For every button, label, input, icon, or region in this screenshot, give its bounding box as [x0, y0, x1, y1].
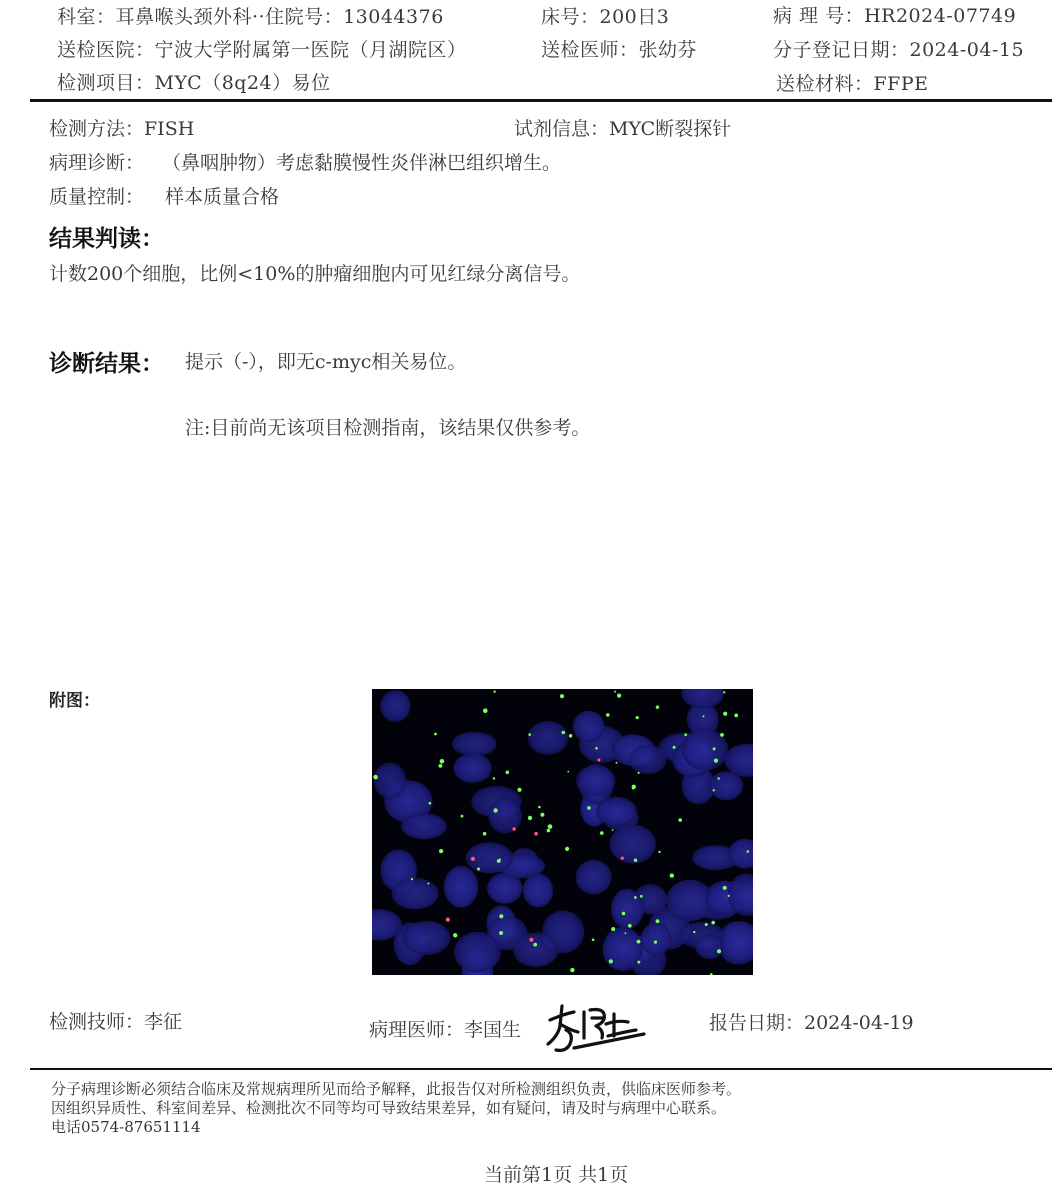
cell-nucleus — [401, 813, 447, 839]
green-probe-signal — [747, 850, 750, 853]
pathologist: 病理医师：李国生 — [369, 1019, 522, 1041]
quality-control-label: 质量控制： — [49, 186, 145, 208]
result-text: 计数200个细胞，比例<10%的肿瘤细胞内可见红绿分离信号。 — [49, 263, 581, 285]
green-probe-signal — [670, 873, 674, 877]
disclaimer-line-2: 因组织异质性、科室间差异、检测批次不同等均可导致结果差异，如有疑问，请及时与病理中心联系。 — [51, 1099, 727, 1117]
green-probe-signal — [493, 777, 495, 779]
red-probe-signal — [529, 938, 533, 942]
detection-method: 检测方法：FISH — [49, 118, 195, 140]
test-item: 检测项目：MYC（8q24）易位 — [57, 72, 331, 94]
pathology-diagnosis: （鼻咽肿物）考虑黏膜慢性炎伴淋巴组织增生。 — [162, 152, 562, 174]
green-probe-signal — [592, 939, 595, 942]
green-probe-signal — [528, 816, 532, 820]
green-probe-signal — [547, 829, 551, 833]
bed-no: 床号：200日3 — [541, 6, 670, 28]
green-probe-signal — [440, 759, 445, 764]
cell-nucleus — [392, 878, 439, 909]
dept-and-admission-no: 科室：耳鼻喉头颈外科··住院号：13044376 — [57, 6, 444, 28]
green-probe-signal — [373, 775, 378, 780]
sending-hospital: 送检医院：宁波大学附属第一医院（月湖院区） — [57, 39, 467, 61]
green-probe-signal — [567, 771, 569, 773]
green-probe-signal — [622, 912, 626, 916]
green-probe-signal — [606, 713, 610, 717]
green-probe-signal — [600, 831, 604, 835]
cell-nucleus — [523, 874, 553, 908]
green-probe-signal — [654, 941, 657, 944]
red-probe-signal — [446, 918, 450, 922]
green-probe-signal — [595, 747, 598, 750]
green-probe-signal — [636, 716, 639, 719]
green-probe-signal — [493, 691, 495, 693]
red-probe-signal — [534, 832, 538, 836]
green-probe-signal — [634, 896, 637, 899]
cell-nucleus — [380, 690, 410, 722]
green-probe-signal — [483, 708, 488, 713]
green-probe-signal — [628, 924, 632, 928]
cell-nucleus — [629, 745, 667, 774]
green-probe-signal — [611, 927, 615, 931]
green-probe-signal — [528, 733, 531, 736]
technician: 检测技师：李征 — [49, 1011, 183, 1033]
cell-nucleus — [641, 923, 672, 956]
green-probe-signal — [678, 818, 682, 822]
green-probe-signal — [717, 949, 721, 953]
cell-nucleus — [611, 889, 644, 930]
green-probe-signal — [411, 878, 413, 880]
cell-nucleus — [610, 825, 656, 864]
green-probe-signal — [625, 932, 627, 934]
cell-nucleus — [681, 689, 724, 708]
reagent-info: 试剂信息：MYC断裂探针 — [514, 118, 732, 140]
green-probe-signal — [718, 777, 720, 779]
green-probe-signal — [609, 959, 613, 963]
green-probe-signal — [461, 815, 464, 818]
cell-nucleus — [573, 711, 605, 742]
green-probe-signal — [728, 895, 730, 897]
cell-nucleus — [403, 921, 451, 955]
cell-nucleus — [374, 763, 406, 799]
green-probe-signal — [705, 923, 708, 926]
green-probe-signal — [499, 858, 501, 860]
green-probe-signal — [710, 973, 713, 975]
specimen-material: 送检材料：FFPE — [776, 73, 929, 95]
cell-nucleus — [488, 798, 522, 833]
footer-divider — [30, 1068, 1052, 1070]
green-probe-signal — [569, 734, 573, 738]
green-probe-signal — [477, 868, 480, 871]
cell-nucleus — [603, 927, 643, 971]
green-probe-signal — [565, 847, 569, 851]
header-divider — [30, 99, 1052, 102]
green-probe-signal — [656, 919, 660, 923]
cell-nucleus — [576, 860, 612, 895]
guideline-note: 注:目前尚无该项目检测指南，该结果仅供参考。 — [185, 417, 591, 439]
green-probe-signal — [517, 788, 521, 792]
green-probe-signal — [587, 806, 591, 810]
green-probe-signal — [723, 691, 725, 693]
registration-date: 分子登记日期：2024-04-15 — [773, 39, 1025, 61]
green-probe-signal — [427, 883, 429, 885]
pathology-no: 病 理 号：HR2024-07749 — [773, 5, 1017, 27]
green-probe-signal — [493, 808, 497, 812]
fish-microscopy-image — [372, 689, 753, 975]
cell-nucleus — [576, 765, 615, 796]
green-probe-signal — [658, 851, 660, 853]
green-probe-signal — [560, 694, 564, 698]
green-probe-signal — [533, 943, 537, 947]
cell-nucleus — [528, 721, 568, 755]
green-probe-signal — [499, 931, 503, 935]
diagnosis-result-heading: 诊断结果： — [49, 351, 164, 377]
green-probe-signal — [616, 762, 618, 764]
green-probe-signal — [429, 802, 432, 805]
cell-nucleus — [596, 797, 637, 826]
green-probe-signal — [684, 733, 687, 736]
sending-doctor: 送检医师：张幼芬 — [541, 39, 698, 61]
green-probe-signal — [723, 886, 727, 890]
cell-nucleus — [453, 753, 491, 782]
red-probe-signal — [471, 857, 475, 861]
green-probe-signal — [713, 747, 716, 750]
cell-nucleus — [709, 771, 743, 800]
cell-nucleus — [513, 932, 559, 967]
result-heading: 结果判读： — [49, 226, 164, 252]
green-probe-signal — [638, 772, 640, 774]
green-probe-signal — [570, 968, 574, 972]
green-probe-signal — [540, 813, 544, 817]
pathology-diagnosis-label: 病理诊断： — [49, 152, 145, 174]
green-probe-signal — [656, 706, 659, 709]
green-probe-signal — [453, 933, 457, 937]
fish-signal-canvas — [372, 689, 753, 975]
green-probe-signal — [506, 771, 510, 775]
green-probe-signal — [548, 824, 553, 829]
diagnosis-result-text: 提示（-），即无c-myc相关易位。 — [185, 351, 467, 373]
green-probe-signal — [714, 759, 718, 763]
green-probe-signal — [434, 733, 437, 736]
green-probe-signal — [538, 806, 541, 809]
green-probe-signal — [562, 731, 565, 734]
report-date: 报告日期：2024-04-19 — [709, 1012, 914, 1034]
green-probe-signal — [673, 746, 676, 749]
green-probe-signal — [499, 914, 503, 918]
green-probe-signal — [483, 832, 487, 836]
cell-nucleus — [444, 866, 478, 908]
green-probe-signal — [640, 895, 643, 898]
page-indicator: 当前第1页 共1页 — [484, 1164, 629, 1186]
red-probe-signal — [598, 759, 601, 762]
green-probe-signal — [713, 789, 715, 791]
disclaimer-line-1: 分子病理诊断必须结合临床及常规病理所见而给予解释，此报告仅对所检测组织负责，供临床医师参考。 — [51, 1080, 742, 1098]
red-probe-signal — [512, 827, 515, 830]
green-probe-signal — [720, 733, 724, 737]
green-probe-signal — [723, 712, 727, 716]
green-probe-signal — [439, 849, 443, 853]
green-probe-signal — [711, 921, 715, 925]
green-probe-signal — [617, 694, 621, 698]
green-probe-signal — [614, 691, 616, 693]
green-probe-signal — [637, 940, 641, 944]
cell-nucleus — [454, 932, 501, 973]
contact-phone: 电话0574-87651114 — [51, 1118, 201, 1136]
green-probe-signal — [703, 715, 705, 717]
quality-control: 样本质量合格 — [165, 186, 280, 208]
red-probe-signal — [621, 857, 624, 860]
cell-nucleus — [695, 935, 724, 959]
green-probe-signal — [634, 859, 637, 862]
green-probe-signal — [734, 714, 738, 718]
green-probe-signal — [439, 764, 443, 768]
cell-nucleus — [452, 732, 497, 756]
green-probe-signal — [637, 961, 640, 964]
green-probe-signal — [693, 931, 695, 933]
green-probe-signal — [632, 787, 634, 789]
signature-image — [544, 1000, 648, 1056]
figure-label: 附图： — [49, 691, 100, 711]
green-probe-signal — [612, 829, 614, 831]
